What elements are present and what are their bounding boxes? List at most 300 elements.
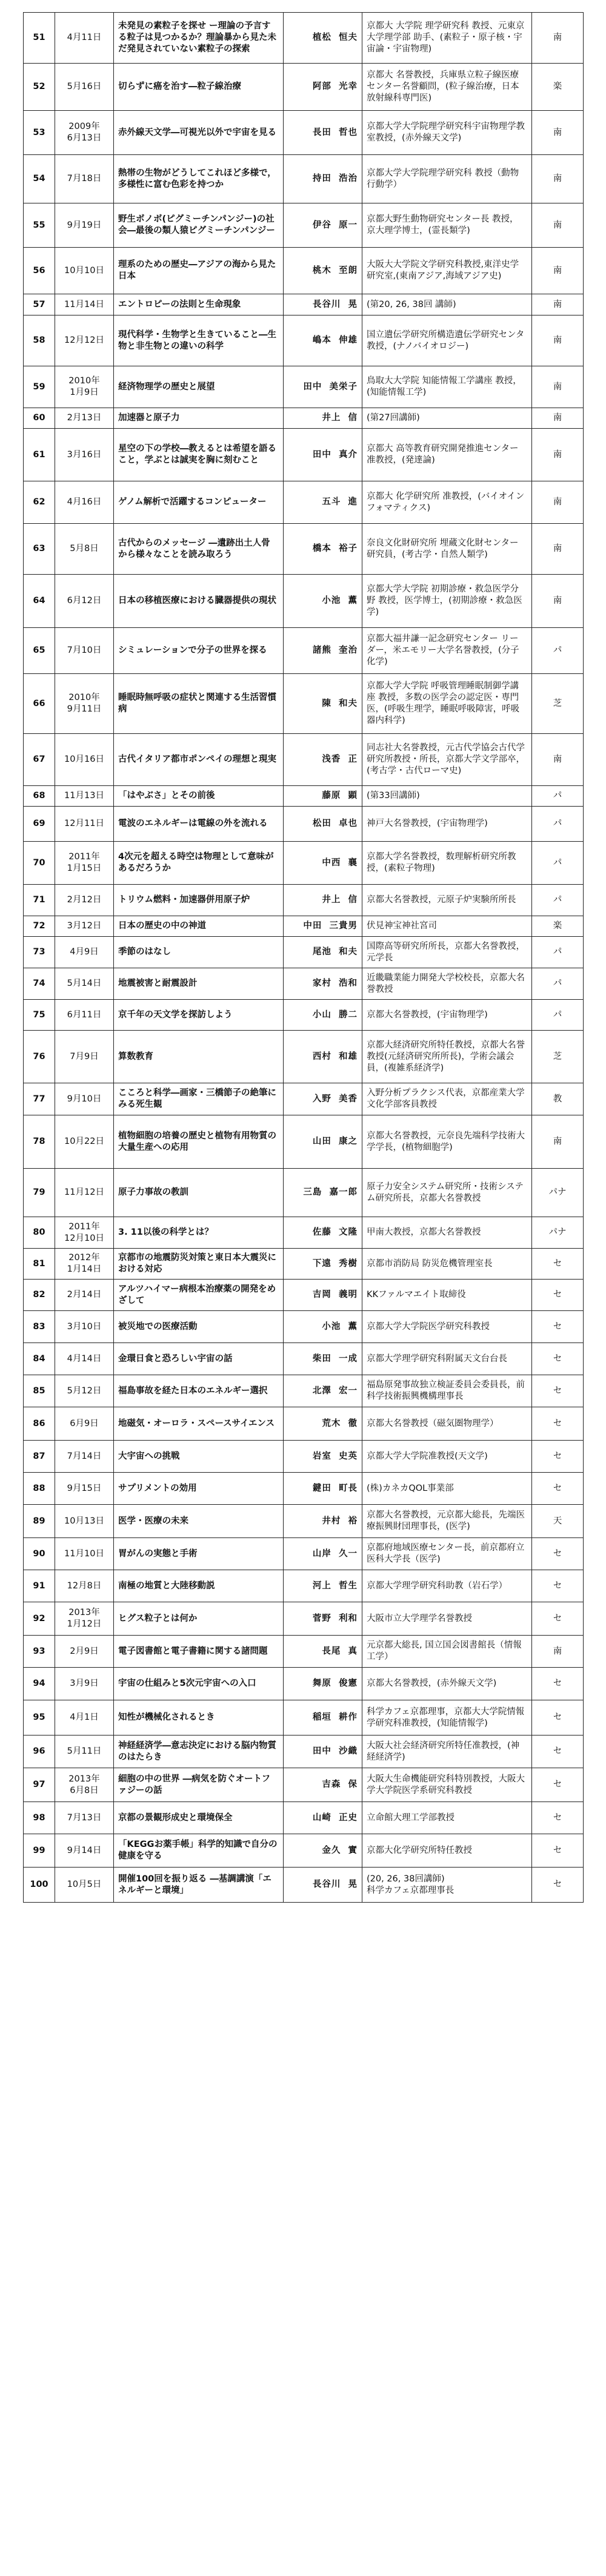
- lecture-venue: 南: [532, 155, 584, 203]
- lecture-date-line: 2011年: [68, 852, 100, 862]
- lecture-date-line: 5月12日: [67, 1385, 102, 1396]
- lecturer-affiliation: [362, 575, 532, 628]
- lecturer-affiliation-line: (第27回講師): [367, 413, 420, 423]
- lecturer-affiliation-line: KKファルマエイト取締役: [367, 1290, 466, 1300]
- lecture-title: 算数教育: [114, 1031, 284, 1083]
- lecture-title: ヒグス粒子とは何か: [114, 1602, 284, 1636]
- lecturer-affiliation: [362, 366, 532, 408]
- lecture-date: [55, 628, 114, 674]
- lecturer-name: 持田 浩治: [284, 155, 362, 203]
- lecture-date: [55, 575, 114, 628]
- lecture-venue: パ: [532, 885, 584, 916]
- lecturer-affiliation: [362, 842, 532, 885]
- table-row: [24, 248, 584, 294]
- lecture-date-line: 10月5日: [67, 1880, 102, 1889]
- lecture-number: 90: [24, 1538, 55, 1570]
- lecturer-affiliation-line: (第33回講師): [367, 791, 420, 801]
- lecture-date: [55, 1000, 114, 1031]
- table-row: [24, 294, 584, 315]
- lecture-date-line: 11月10日: [64, 1548, 104, 1559]
- lecture-number: 62: [24, 481, 55, 524]
- lecture-number: 73: [24, 937, 55, 968]
- lecture-venue: 南: [532, 408, 584, 429]
- lecture-title: 胃がんの実態と手術: [114, 1538, 284, 1570]
- lecture-date: [55, 1169, 114, 1217]
- lecture-title: 宇宙の仕組みと5次元宇宙への入口: [114, 1668, 284, 1700]
- lecture-venue: セ: [532, 1375, 584, 1407]
- lecture-title: 加速器と原子力: [114, 408, 284, 429]
- lecture-venue: セ: [532, 1768, 584, 1802]
- lecturer-affiliation-line: 国際高等研究所所長，京都大名誉教授，元学長: [367, 941, 525, 963]
- lecturer-name: 桃木 至朗: [284, 248, 362, 294]
- lecture-title: 「KEGGお薬手帳」科学的知識で自分の健康を守る: [114, 1834, 284, 1868]
- lecturer-affiliation-line: 科学カフェ京都理事長: [367, 1885, 454, 1895]
- lecture-title: 熱帯の生物がどうしてこれほど多様で，多様性に富む色彩を持つか: [114, 155, 284, 203]
- lecturer-name: 山崎 正史: [284, 1802, 362, 1834]
- lecture-title: 南極の地質と大陸移動説: [114, 1570, 284, 1602]
- lecture-title: エントロピーの法則と生命現象: [114, 294, 284, 315]
- lecturer-name: 岩室 史英: [284, 1441, 362, 1473]
- lecturer-affiliation: [362, 1668, 532, 1700]
- lecturer-affiliation-line: 同志社大名誉教授，元古代学協会古代学研究所教授・所長，京都大学文学部卒，(考古学・古代ローマ史): [367, 743, 525, 776]
- lecture-date: [55, 1768, 114, 1802]
- lecture-date-line: 1月9日: [70, 388, 99, 397]
- lecture-date-line: 10月13日: [64, 1516, 104, 1526]
- lecture-venue: セ: [532, 1538, 584, 1570]
- lecture-venue: 教: [532, 1083, 584, 1115]
- lecturer-name: 舞原 俊憲: [284, 1668, 362, 1700]
- table-row: [24, 628, 584, 674]
- lecture-number: 89: [24, 1505, 55, 1538]
- lecturer-name: 井村 裕: [284, 1505, 362, 1538]
- table-row: [24, 315, 584, 366]
- lecture-date: [55, 1441, 114, 1473]
- lecture-date: [55, 1407, 114, 1441]
- lecture-title: 「はやぶさ」とその前後: [114, 786, 284, 807]
- lecture-venue: セ: [532, 1441, 584, 1473]
- lecture-venue: セ: [532, 1407, 584, 1441]
- lecturer-affiliation-line: 京都大学理学研究科附属天文台台長: [367, 1353, 507, 1364]
- table-row: [24, 916, 584, 937]
- lecture-date: [55, 13, 114, 64]
- lecturer-name: 下遠 秀樹: [284, 1249, 362, 1280]
- lecturer-affiliation: [362, 968, 532, 1000]
- lecture-title: 理系のための歴史―アジアの海から見た日本: [114, 248, 284, 294]
- lecture-date-line: 4月16日: [67, 497, 102, 507]
- lecture-number: 84: [24, 1343, 55, 1375]
- lecture-title: 赤外線天文学―可視光以外で宇宙を見る: [114, 111, 284, 155]
- lecturer-name: 柴田 一成: [284, 1343, 362, 1375]
- lecture-date-line: 2013年: [68, 1608, 100, 1617]
- lecturer-affiliation-line: 国立遺伝学研究所構造遺伝学研究センタ教授，(ナノバイオロジー): [367, 329, 525, 351]
- lecture-date: [55, 1700, 114, 1735]
- lecturer-affiliation-line: 京都大名誉教授，元京都大総長，先端医療振興財団理事長，(医学): [367, 1510, 525, 1531]
- lecture-date: [55, 155, 114, 203]
- lecture-date: [55, 968, 114, 1000]
- lecturer-affiliation: [362, 1031, 532, 1083]
- lecture-number: 86: [24, 1407, 55, 1441]
- lecture-number: 96: [24, 1735, 55, 1768]
- lecture-date-line: 2月13日: [67, 413, 102, 423]
- table-row: [24, 429, 584, 481]
- table-row: [24, 807, 584, 842]
- lecturer-affiliation-line: 鳥取大大学院 知能情報工学講座 教授，(知能情報工学): [367, 376, 522, 397]
- lecture-number: 52: [24, 64, 55, 111]
- lecture-number: 68: [24, 786, 55, 807]
- lecture-date-line: 11月13日: [64, 791, 104, 801]
- table-row: [24, 842, 584, 885]
- lecturer-name: 佐藤 文隆: [284, 1217, 362, 1249]
- lecture-date-line: 9月19日: [67, 220, 102, 230]
- lecture-title: 金環日食と恐ろしい宇宙の話: [114, 1343, 284, 1375]
- lecture-venue: 南: [532, 13, 584, 64]
- lecturer-affiliation-line: 甲南大教授，京都大名誉教授: [367, 1227, 481, 1237]
- lecturer-name: 吉森 保: [284, 1768, 362, 1802]
- lecturer-affiliation: [362, 1636, 532, 1668]
- lecturer-affiliation: [362, 1473, 532, 1505]
- lecture-title: 電波のエネルギーは電線の外を流れる: [114, 807, 284, 842]
- lecture-venue: パ: [532, 786, 584, 807]
- lecturer-affiliation-line: 京都大 名誉教授，兵庫県立粒子線医療センター名誉顧問，(粒子線治療，日本放射線科専門医): [367, 70, 519, 103]
- lecturer-affiliation: [362, 13, 532, 64]
- lecture-number: 70: [24, 842, 55, 885]
- lecture-number: 64: [24, 575, 55, 628]
- lecture-number: 58: [24, 315, 55, 366]
- lecture-number: 91: [24, 1570, 55, 1602]
- lecture-number: 94: [24, 1668, 55, 1700]
- lecturer-name: 荒木 徹: [284, 1407, 362, 1441]
- lecture-title: 神経経済学―意志決定における脳内物質のはたらき: [114, 1735, 284, 1768]
- lecture-venue: 南: [532, 734, 584, 786]
- table-row: [24, 575, 584, 628]
- lecturer-affiliation: [362, 248, 532, 294]
- table-row: [24, 1868, 584, 1903]
- lecture-venue: 南: [532, 481, 584, 524]
- lecture-number: 63: [24, 524, 55, 575]
- lecturer-affiliation-line: 京都大学名誉教授，数理解析研究所教授，(素粒子物理): [367, 852, 516, 873]
- lecture-date-line: 2010年: [68, 693, 100, 702]
- lecture-number: 60: [24, 408, 55, 429]
- lecture-venue: セ: [532, 1700, 584, 1735]
- lecture-date: [55, 1311, 114, 1343]
- lecture-title: 京都の景観形成史と環境保全: [114, 1802, 284, 1834]
- lecture-date: [55, 1636, 114, 1668]
- table-row: [24, 1083, 584, 1115]
- lecture-date-line: 5月14日: [67, 979, 102, 988]
- lecturer-affiliation: [362, 1343, 532, 1375]
- lecture-venue: パナ: [532, 1169, 584, 1217]
- lecture-number: 78: [24, 1115, 55, 1169]
- lecturer-affiliation: [362, 1249, 532, 1280]
- lecture-title: 日本の移植医療における臓器提供の現状: [114, 575, 284, 628]
- lecture-date-line: 2011年: [68, 1221, 100, 1232]
- lecture-date: [55, 1538, 114, 1570]
- lecturer-name: 井上 信: [284, 408, 362, 429]
- lecture-date-line: 6月12日: [67, 596, 102, 606]
- lecture-date: [55, 1668, 114, 1700]
- lecture-table: [23, 12, 584, 1903]
- lecture-title: サプリメントの効用: [114, 1473, 284, 1505]
- table-row: [24, 1636, 584, 1668]
- lecture-title: 3. 11以後の科学とは？: [114, 1217, 284, 1249]
- lecturer-affiliation-line: 奈良文化財研究所 埋蔵文化財センター 研究員，(考古学・自然人類学): [367, 538, 519, 560]
- lecturer-affiliation: [362, 1570, 532, 1602]
- lecture-venue: 南: [532, 294, 584, 315]
- lecturer-affiliation-line: 京都大 化学研究所 准教授，(バイオインフォマティクス): [367, 491, 525, 513]
- lecturer-affiliation-line: 京都大名誉教授，(宇宙物理学): [367, 1009, 488, 1020]
- lecture-date-line: 2013年: [68, 1774, 100, 1784]
- lecture-date: [55, 842, 114, 885]
- lecture-date-line: 3月12日: [67, 921, 102, 931]
- lecture-number: 67: [24, 734, 55, 786]
- lecture-date-line: 4月1日: [70, 1712, 99, 1722]
- lecture-date: [55, 203, 114, 248]
- lecture-venue: セ: [532, 1802, 584, 1834]
- lecturer-affiliation: [362, 1700, 532, 1735]
- lecture-venue: セ: [532, 1280, 584, 1311]
- lecture-venue: パ: [532, 628, 584, 674]
- lecturer-name: 三島 嘉一郎: [284, 1169, 362, 1217]
- lecturer-name: 藤原 顕: [284, 786, 362, 807]
- lecturer-affiliation-line: 福島原発事故独立検証委員会委員長，前科学技術振興機構理事長: [367, 1380, 525, 1401]
- lecture-date-line: 2010年: [68, 376, 100, 386]
- lecture-venue: パ: [532, 1000, 584, 1031]
- lecture-date: [55, 1375, 114, 1407]
- lecturer-name: 小池 薫: [284, 575, 362, 628]
- lecture-title: 知性が機械化されるとき: [114, 1700, 284, 1735]
- lecture-date-line: 7月13日: [67, 1812, 102, 1823]
- lecturer-affiliation-line: (第20, 26, 38回 講師): [367, 299, 456, 309]
- lecture-title: 福島事故を経た日本のエネルギー選択: [114, 1375, 284, 1407]
- lecturer-affiliation-line: (株)カネカQOL事業部: [367, 1483, 454, 1493]
- table-row: [24, 1735, 584, 1768]
- lecture-date-line: 9月10日: [67, 1094, 102, 1104]
- lecture-date: [55, 111, 114, 155]
- lecture-date-line: 6月13日: [67, 133, 102, 143]
- lecture-title: シミュレーションで分子の世界を探る: [114, 628, 284, 674]
- lecturer-name: 金久 實: [284, 1834, 362, 1868]
- lecture-title: 京都市の地震防災対策と東日本大震災における対応: [114, 1249, 284, 1280]
- lecture-date-line: 2月14日: [67, 1290, 102, 1300]
- lecture-number: 79: [24, 1169, 55, 1217]
- lecturer-name: 稲垣 耕作: [284, 1700, 362, 1735]
- table-row: [24, 937, 584, 968]
- table-row: [24, 1280, 584, 1311]
- lecturer-affiliation: [362, 734, 532, 786]
- lecturer-affiliation: [362, 1169, 532, 1217]
- lecture-date-line: 7月9日: [70, 1051, 99, 1062]
- lecturer-affiliation-line: 京都大名誉教授，元原子炉実験所所長: [367, 895, 516, 905]
- lecture-venue: セ: [532, 1668, 584, 1700]
- table-row: [24, 1834, 584, 1868]
- lecturer-name: 田中 美栄子: [284, 366, 362, 408]
- lecture-title: 地磁気・オーロラ・スペースサイエンス: [114, 1407, 284, 1441]
- lecture-title: 電子図書館と電子書籍に関する諸問題: [114, 1636, 284, 1668]
- table-row: [24, 1115, 584, 1169]
- lecture-number: 81: [24, 1249, 55, 1280]
- lecture-date-line: 9月11日: [67, 704, 102, 714]
- lecture-venue: 南: [532, 575, 584, 628]
- table-row: [24, 1031, 584, 1083]
- lecture-number: 97: [24, 1768, 55, 1802]
- table-row: [24, 155, 584, 203]
- lecture-number: 85: [24, 1375, 55, 1407]
- lecture-date-line: 2012年: [68, 1253, 100, 1263]
- lecture-venue: 南: [532, 366, 584, 408]
- lecture-date-line: 3月10日: [67, 1321, 102, 1332]
- lecturer-name: 北澤 宏一: [284, 1375, 362, 1407]
- lecture-title: 古代イタリア都市ポンペイの理想と現実: [114, 734, 284, 786]
- lecturer-name: 小池 薫: [284, 1311, 362, 1343]
- lecture-date-line: 2月9日: [70, 1646, 99, 1656]
- lecturer-name: 田中 沙織: [284, 1735, 362, 1768]
- lecture-venue: 南: [532, 111, 584, 155]
- lecture-venue: セ: [532, 1311, 584, 1343]
- lecturer-affiliation: [362, 1280, 532, 1311]
- lecturer-name: 植松 恒夫: [284, 13, 362, 64]
- lecturer-affiliation-line: 大阪大大学院文学研究科教授,東洋史学研究室,(東南アジア,海域アジア史): [367, 260, 519, 281]
- lecture-title: 古代からのメッセージ ―遺跡出土人骨から様々なことを読み取ろう: [114, 524, 284, 575]
- lecture-date-line: 1月15日: [67, 864, 102, 873]
- lecture-date: [55, 429, 114, 481]
- lecture-venue: 南: [532, 524, 584, 575]
- lecturer-affiliation: [362, 786, 532, 807]
- lecturer-name: 西村 和雄: [284, 1031, 362, 1083]
- lecture-date-line: 10月16日: [64, 755, 104, 764]
- lecture-date-line: 2月12日: [67, 895, 102, 905]
- table-row: [24, 524, 584, 575]
- lecture-date: [55, 885, 114, 916]
- lecturer-affiliation: [362, 674, 532, 734]
- lecturer-affiliation-line: 立命館大理工学部教授: [367, 1812, 454, 1823]
- table-row: [24, 1668, 584, 1700]
- lecturer-affiliation: [362, 429, 532, 481]
- lecturer-affiliation-line: 大阪大生命機能研究科特別教授，大阪大学大学院医学系研究科教授: [367, 1774, 525, 1795]
- lecture-venue: セ: [532, 1735, 584, 1768]
- lecture-date-line: 4月9日: [70, 947, 99, 957]
- lecture-number: 65: [24, 628, 55, 674]
- table-row: [24, 1602, 584, 1636]
- lecture-number: 57: [24, 294, 55, 315]
- lecturer-affiliation: [362, 885, 532, 916]
- lecture-date: [55, 408, 114, 429]
- lecturer-affiliation-line: 京都大名誉教授（磁気圏物理学）: [367, 1418, 499, 1428]
- lecture-date-line: 11月12日: [64, 1187, 104, 1197]
- lecturer-affiliation-line: 京都大学大学院 呼吸管理睡眠制御学講座 教授，多数の医学会の認定医・専門医，(呼吸生理学，睡眠呼吸障害，呼吸器内科学): [367, 681, 520, 725]
- lecturer-affiliation: [362, 1802, 532, 1834]
- lecture-number: 75: [24, 1000, 55, 1031]
- lecture-venue: パナ: [532, 1217, 584, 1249]
- lecturer-name: 松田 卓也: [284, 807, 362, 842]
- lecturer-affiliation: [362, 1375, 532, 1407]
- lecture-date-line: 6月9日: [70, 1418, 99, 1428]
- lecture-title: 開催100回を振り返る ―基調講演「エネルギーと環境」: [114, 1868, 284, 1903]
- lecturer-affiliation: [362, 111, 532, 155]
- lecture-title: 日本の歴史の中の神道: [114, 916, 284, 937]
- lecture-date-line: 3月9日: [70, 1679, 99, 1688]
- lecture-date-line: 5月16日: [67, 82, 102, 91]
- table-row: [24, 366, 584, 408]
- lecture-date: [55, 1868, 114, 1903]
- lecturer-name: 田中 真介: [284, 429, 362, 481]
- lecture-number: 95: [24, 1700, 55, 1735]
- lecture-date: [55, 937, 114, 968]
- lecture-number: 98: [24, 1802, 55, 1834]
- lecture-title: 京千年の天文学を探訪しよう: [114, 1000, 284, 1031]
- lecturer-affiliation: [362, 524, 532, 575]
- table-row: [24, 1343, 584, 1375]
- lecturer-name: 家村 浩和: [284, 968, 362, 1000]
- lecture-venue: 楽: [532, 916, 584, 937]
- lecturer-affiliation-line: 京都大学理学研究科助教（岩石学）: [367, 1580, 507, 1591]
- lecture-title: 季節のはなし: [114, 937, 284, 968]
- lecture-date: [55, 1505, 114, 1538]
- lecture-title: 4次元を超える時空は物理として意味があるだろうか: [114, 842, 284, 885]
- table-row: [24, 1311, 584, 1343]
- lecturer-affiliation: [362, 916, 532, 937]
- lecturer-affiliation-line: 京都大名誉教授，(赤外線天文学): [367, 1679, 497, 1688]
- lecture-date-line: 7月10日: [67, 646, 102, 655]
- lecture-title: アルツハイマー病根本治療薬の開発をめざして: [114, 1280, 284, 1311]
- lecturer-name: 長田 哲也: [284, 111, 362, 155]
- lecturer-affiliation: [362, 294, 532, 315]
- lecture-venue: 天: [532, 1505, 584, 1538]
- lecture-venue: パ: [532, 937, 584, 968]
- lecture-number: 53: [24, 111, 55, 155]
- lecture-number: 56: [24, 248, 55, 294]
- lecturer-affiliation: [362, 155, 532, 203]
- lecture-venue: セ: [532, 1868, 584, 1903]
- lecturer-name: 阿部 光幸: [284, 64, 362, 111]
- lecture-title: ゲノム解析で活躍するコンピューター: [114, 481, 284, 524]
- lecture-date: [55, 916, 114, 937]
- lecturer-affiliation-line: 京都大経済研究所特任教授，京都大名誉教授(元経済研究所所長)，学術会議会員，(複雑系経済学): [367, 1040, 525, 1073]
- lecture-number: 69: [24, 807, 55, 842]
- lecture-date-line: 5月11日: [67, 1746, 102, 1756]
- table-row: [24, 1570, 584, 1602]
- lecture-date-line: 3月16日: [67, 449, 102, 460]
- lecturer-name: 陳 和夫: [284, 674, 362, 734]
- lecture-venue: セ: [532, 1249, 584, 1280]
- lecturer-affiliation-line: 京都府地域医療センター長，前京都府立医科大学長（医学): [367, 1543, 525, 1564]
- lecture-date-line: 12月12日: [64, 335, 104, 345]
- lecture-date: [55, 1280, 114, 1311]
- lecturer-affiliation: [362, 1441, 532, 1473]
- lecture-venue: 芝: [532, 674, 584, 734]
- lecture-venue: 南: [532, 1636, 584, 1668]
- table-row: [24, 1768, 584, 1802]
- table-row: [24, 111, 584, 155]
- lecturer-affiliation-line: 大阪大社会経済研究所特任准教授，(神経経済学): [367, 1740, 520, 1762]
- table-row: [24, 674, 584, 734]
- lecture-number: 54: [24, 155, 55, 203]
- lecture-date: [55, 1249, 114, 1280]
- lecture-title: 切らずに癌を治す―粒子線治療: [114, 64, 284, 111]
- lecturer-affiliation: [362, 1311, 532, 1343]
- lecturer-affiliation: [362, 1735, 532, 1768]
- lecture-title: 植物細胞の培養の歴史と植物有用物質の大量生産への応用: [114, 1115, 284, 1169]
- lecture-venue: 南: [532, 203, 584, 248]
- table-row: [24, 734, 584, 786]
- lecturer-affiliation-line: 京都大学大学院 初期診療・救急医学分野 教授，医学博士，(初期診療・救急医学): [367, 584, 522, 617]
- table-row: [24, 1700, 584, 1735]
- lecture-date-line: 12月10日: [64, 1233, 104, 1243]
- lecturer-affiliation-line: 京都大 大学院 理学研究科 教授、元東京大学理学部 助手、(素粒子・原子核・宇宙論・宇宙物理): [367, 21, 525, 54]
- lecture-venue: 南: [532, 248, 584, 294]
- lecturer-affiliation: [362, 1000, 532, 1031]
- lecturer-name: 長谷川 晃: [284, 1868, 362, 1903]
- lecturer-affiliation-line: 近畿職業能力開発大学校校長，京都大名誉教授: [367, 973, 525, 994]
